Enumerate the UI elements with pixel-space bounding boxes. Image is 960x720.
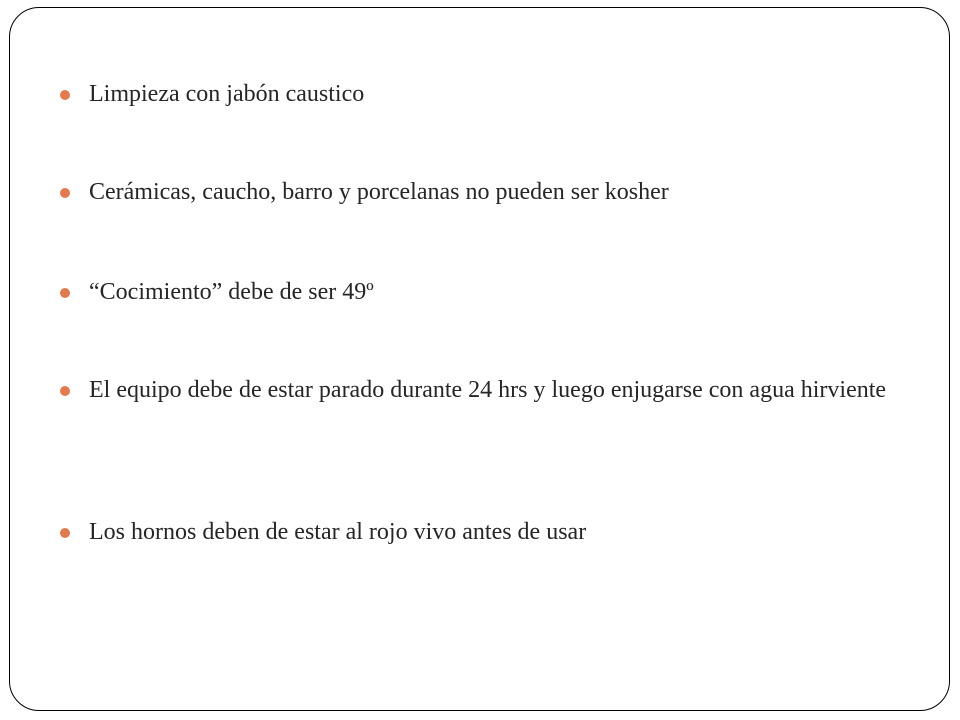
bullet-text: “Cocimiento” debe de ser 49º	[89, 279, 374, 305]
bullet-text: Cerámicas, caucho, barro y porcelanas no pueden ser kosher	[89, 179, 669, 205]
bullet-dot-icon	[60, 386, 70, 396]
bullet-dot-icon	[60, 188, 70, 198]
bullet-item-ceramics	[60, 177, 912, 208]
bullet-text: El equipo debe de estar parado durante 24 hrs y luego enjugarse con agua hirviente	[89, 377, 887, 403]
slide-frame	[9, 7, 950, 711]
bullet-dot-icon	[60, 90, 70, 100]
bullet-text: Los hornos deben de estar al rojo vivo antes de usar	[89, 519, 587, 545]
bullet-item-cooking-temperature	[60, 277, 912, 308]
bullet-item-caustic-soap	[60, 79, 912, 110]
bullet-dot-icon	[60, 288, 70, 298]
bullet-item-ovens	[60, 517, 912, 548]
bullet-dot-icon	[60, 528, 70, 538]
bullet-text: Limpieza con jabón caustico	[89, 81, 365, 107]
bullet-item-equipment-rest	[60, 375, 912, 406]
